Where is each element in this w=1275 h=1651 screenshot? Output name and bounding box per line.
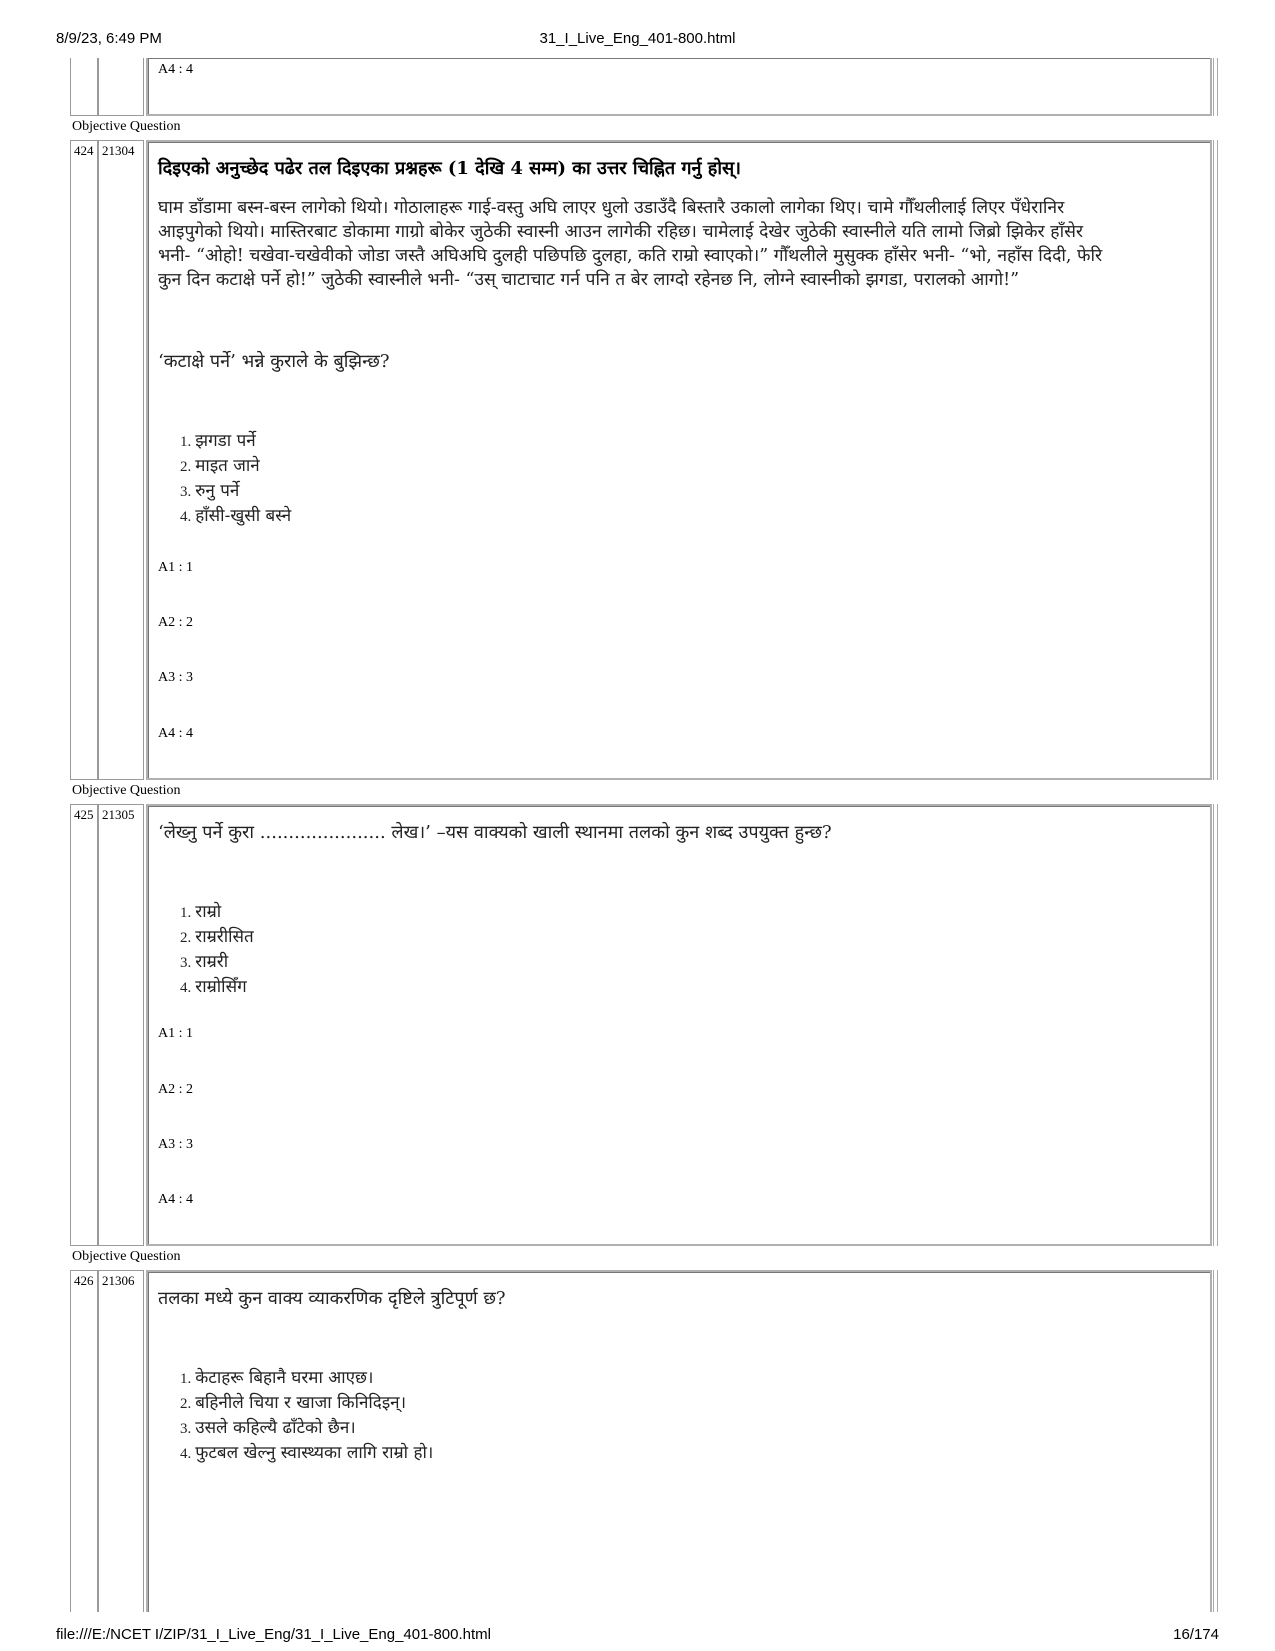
section-label: Objective Question	[72, 1249, 181, 1264]
option-text: राम्ररीसित	[195, 927, 254, 947]
number-cell	[70, 58, 98, 116]
option-item: 2. माइत जाने	[180, 456, 260, 476]
answer-option: A2 : 2	[158, 615, 193, 630]
option-item: 4. राम्रोसिँग	[180, 977, 247, 997]
answer-option: A2 : 2	[158, 1082, 193, 1097]
passage-line: भनी- “ओहो! चखेवा-चखेवीको जोडा जस्तै अघिअघि दुलही पछिपछि दुलहा, कति राम्रो स्वाएको।” गौँथलीले मुसुक्क हाँसेर भनी- “भो, नहाँस दिदी, फेरि	[158, 246, 1103, 266]
option-item: 3. उसले कहिल्यै ढाँटेको छैन।	[180, 1418, 356, 1438]
passage-line: कुन दिन कटाक्षे पर्ने हो!” जुठेकी स्वास्नीले भनी- “उस् चाटाचाट गर्न पनि त बेर लाग्दो रहेनछ नि, लोग्ने स्वास्नीको झगडा, परालको आगो!”	[158, 270, 1020, 290]
answer-option: A4 : 4	[158, 726, 193, 741]
answer-option: A1 : 1	[158, 1026, 193, 1041]
id-cell	[98, 58, 144, 116]
question-body	[146, 804, 1212, 1246]
option-item: 1. केटाहरू बिहानै घरमा आएछ।	[180, 1368, 374, 1388]
option-item: 3. रुनु पर्ने	[180, 481, 240, 501]
option-text: राम्रोसिँग	[195, 977, 247, 997]
frame-edge	[1213, 804, 1218, 1246]
question-row	[70, 140, 1218, 780]
option-list	[180, 1366, 433, 1466]
page-number: 16/174	[1173, 1626, 1219, 1643]
option-text: राम्ररी	[195, 952, 229, 972]
option-text: बहिनीले चिया र खाजा किनिदिइन्।	[195, 1393, 407, 1413]
answer-option: A3 : 3	[158, 670, 193, 685]
option-item: 3. राम्ररी	[180, 952, 229, 972]
print-document-title: 31_I_Live_Eng_401-800.html	[539, 30, 736, 47]
question-number: 424	[70, 140, 98, 780]
passage-line: आइपुगेको थियो। मास्तिरबाट डोकामा गाग्रो बोकेर जुठेकी स्वास्नी आउन लागेकी रहिछ। चामेलाई देखेर जुठेकी स्वास्नीले यति लामो जिब्रो झिकेर हाँसेर	[158, 222, 1084, 242]
question-row	[70, 804, 1218, 1246]
option-item: 2. बहिनीले चिया र खाजा किनिदिइन्।	[180, 1393, 407, 1413]
option-item: 4. हाँसी-खुसी बस्ने	[180, 506, 292, 526]
option-list	[180, 429, 291, 529]
option-list	[180, 900, 254, 1000]
option-text: माइत जाने	[195, 456, 260, 476]
option-text: फुटबल खेल्नु स्वास्थ्यका लागि राम्रो हो।	[195, 1443, 434, 1463]
print-datetime: 8/9/23, 6:49 PM	[56, 30, 162, 47]
question-passage	[158, 196, 1148, 292]
option-text: रुनु पर्ने	[195, 481, 240, 501]
passage-line: घाम डाँडामा बस्न-बस्न लागेको थियो। गोठालाहरू गाई-वस्तु अघि लाएर धुलो उडाउँदै बिस्तारै उकालो लागेका थिए। चामे गौँथलीलाई लिएर पँधेरानिर	[158, 198, 1065, 218]
question-text: ‘कटाक्षे पर्ने’ भन्ने कुराले के बुझिन्छ?	[158, 351, 390, 372]
option-text: उसले कहिल्यै ढाँटेको छैन।	[195, 1418, 356, 1438]
frame-edge	[1213, 1270, 1218, 1612]
question-number: 426	[70, 1270, 98, 1612]
question-body	[146, 1270, 1212, 1612]
answer-option: A4 : 4	[158, 1192, 193, 1207]
answer-option: A1 : 1	[158, 560, 193, 575]
question-number: 425	[70, 804, 98, 1246]
option-item: 4. फुटबल खेल्नु स्वास्थ्यका लागि राम्रो हो।	[180, 1443, 434, 1463]
file-path: file:///E:/NCET I/ZIP/31_I_Live_Eng/31_I_Live_Eng_401-800.html	[56, 1626, 491, 1643]
option-text: राम्रो	[195, 902, 222, 922]
previous-question-fragment	[70, 58, 1218, 116]
question-row	[70, 1270, 1218, 1612]
question-id: 21306	[98, 1270, 144, 1612]
question-id: 21305	[98, 804, 144, 1246]
option-text: हाँसी-खुसी बस्ने	[195, 506, 292, 526]
question-text: ‘लेख्नु पर्ने कुरा ...................... लेख।’ –यस वाक्यको खाली स्थानमा तलको कुन शब्द उपयुक्त हुन्छ?	[158, 822, 832, 843]
option-text: केटाहरू बिहानै घरमा आएछ।	[195, 1368, 374, 1388]
question-body	[146, 58, 1212, 116]
question-body	[146, 140, 1212, 780]
option-item: 1. झगडा पर्ने	[180, 431, 256, 451]
question-text: तलका मध्ये कुन वाक्य व्याकरणिक दृष्टिले त्रुटिपूर्ण छ?	[158, 1288, 506, 1309]
frame-edge	[1213, 58, 1218, 116]
section-label: Objective Question	[72, 119, 181, 134]
option-item: 2. राम्ररीसित	[180, 927, 254, 947]
frame-edge	[1213, 140, 1218, 780]
answer-option: A4 : 4	[158, 62, 193, 77]
option-item: 1. राम्रो	[180, 902, 222, 922]
question-heading: दिइएको अनुच्छेद पढेर तल दिइएका प्रश्नहरू (1 देखि 4 सम्म) का उत्तर चिह्नित गर्नु होस्।	[158, 158, 741, 179]
option-text: झगडा पर्ने	[195, 431, 256, 451]
section-label: Objective Question	[72, 783, 181, 798]
answer-option: A3 : 3	[158, 1137, 193, 1152]
question-id: 21304	[98, 140, 144, 780]
